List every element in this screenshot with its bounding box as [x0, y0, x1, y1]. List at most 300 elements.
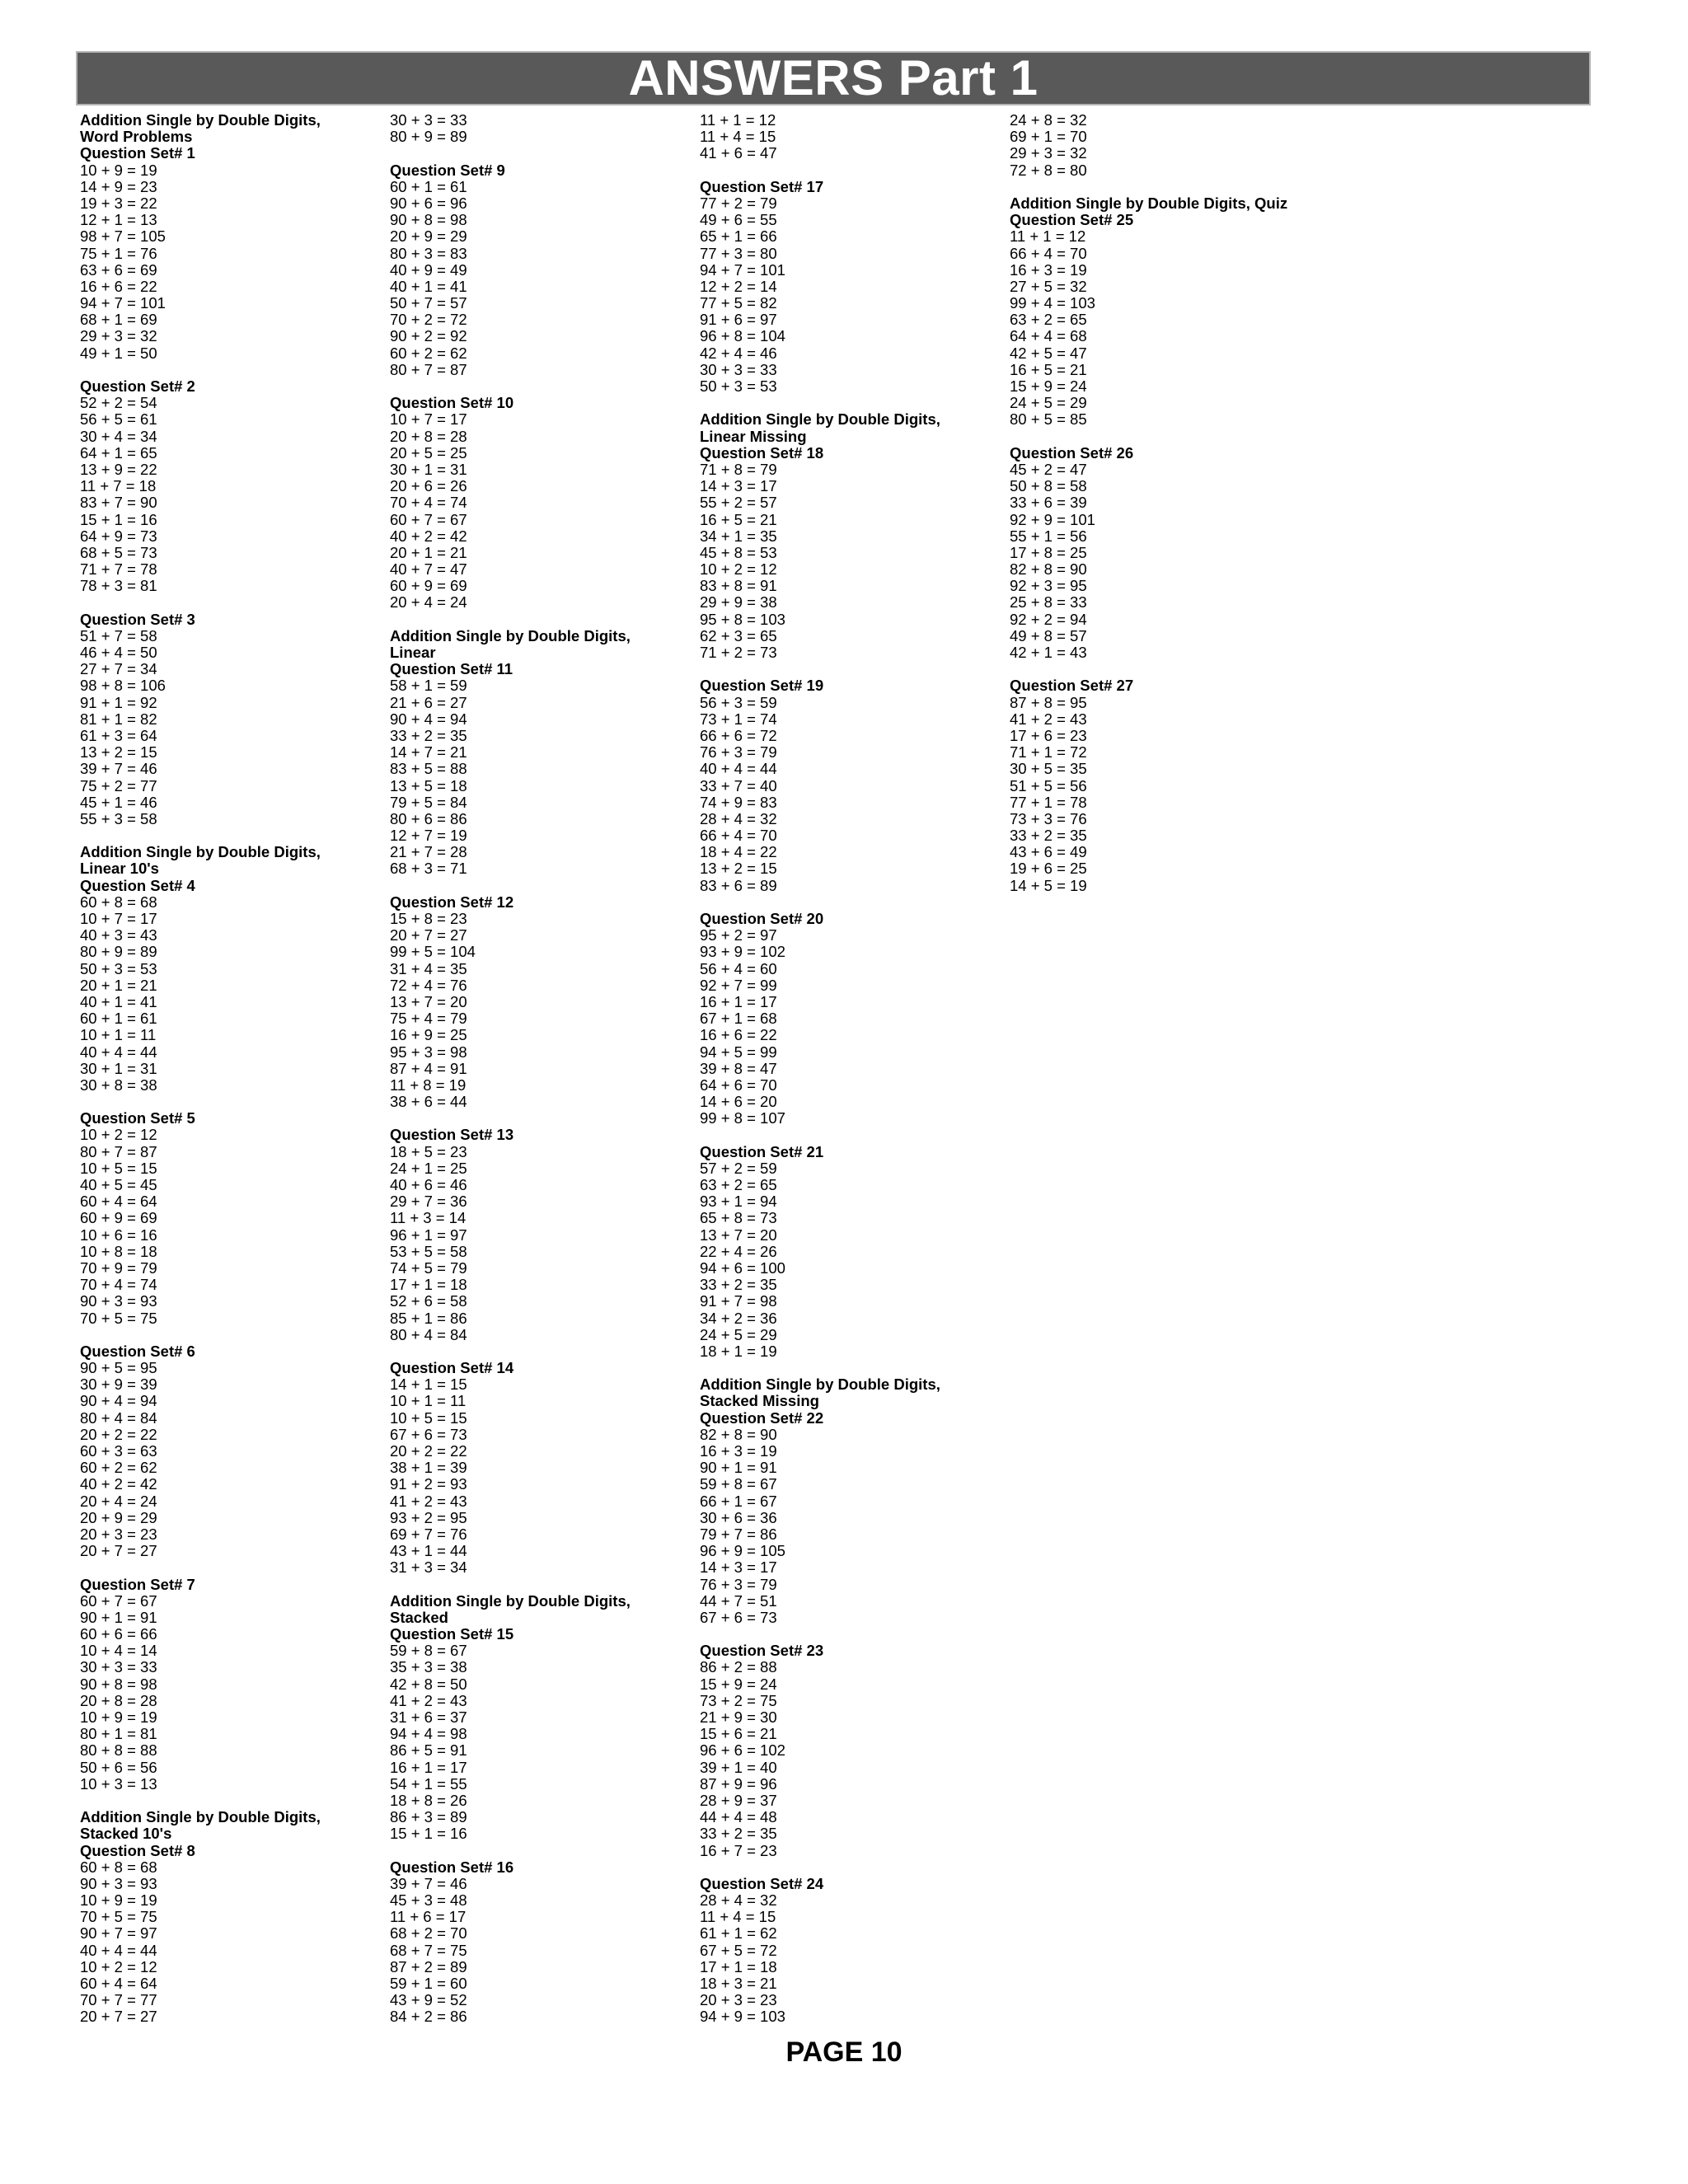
section-heading: Question Set# 23 — [700, 1642, 824, 1660]
answer-line: 94 + 7 = 101 — [80, 294, 166, 312]
answer-line: 10 + 2 = 12 — [80, 1126, 157, 1144]
section-heading: Question Set# 13 — [390, 1126, 514, 1144]
answer-line: 12 + 1 = 13 — [80, 211, 157, 229]
answer-line: 43 + 9 = 52 — [390, 1991, 467, 2009]
answer-line: 90 + 1 = 91 — [80, 1608, 157, 1626]
section-heading: Question Set# 1 — [80, 144, 195, 162]
answer-line: 60 + 9 = 69 — [390, 577, 467, 595]
answer-line: 35 + 3 = 38 — [390, 1658, 467, 1676]
answer-line: 98 + 7 = 105 — [80, 227, 166, 246]
answer-line: 40 + 5 = 45 — [80, 1176, 157, 1193]
answer-line: 20 + 1 = 21 — [390, 543, 467, 561]
answer-line: 20 + 9 = 29 — [80, 1508, 157, 1526]
section-spacer — [700, 162, 1005, 179]
answer-line: 50 + 8 = 58 — [1010, 477, 1087, 495]
answer-line: 28 + 9 = 37 — [700, 1791, 777, 1809]
section-heading: Question Set# 22 — [700, 1408, 824, 1427]
answer-line: 30 + 1 = 31 — [390, 460, 467, 478]
answer-line: 90 + 3 = 93 — [80, 1292, 157, 1310]
answer-line: 21 + 6 = 27 — [390, 693, 467, 711]
answer-line: 70 + 5 = 75 — [80, 1309, 157, 1327]
answer-line: 20 + 2 = 22 — [390, 1442, 467, 1460]
answer-line: 67 + 6 = 73 — [700, 1608, 777, 1626]
section-heading: Linear 10's — [80, 860, 159, 878]
answers-column-1 — [80, 112, 385, 2026]
answer-line: 90 + 6 = 96 — [390, 194, 467, 212]
answer-line: 10 + 7 = 17 — [390, 410, 467, 429]
answer-line: 83 + 7 = 90 — [80, 494, 157, 512]
answer-line: 10 + 7 = 17 — [80, 910, 157, 927]
answer-line: 80 + 7 = 87 — [80, 1142, 157, 1160]
answer-line: 58 + 1 = 59 — [390, 677, 467, 695]
answer-line: 94 + 4 = 98 — [390, 1725, 467, 1743]
section-spacer — [390, 145, 695, 162]
answer-line: 20 + 9 = 29 — [390, 227, 467, 246]
answer-line: 76 + 3 = 79 — [700, 1575, 777, 1593]
answer-line: 70 + 9 = 79 — [80, 1258, 157, 1277]
section-spacer — [390, 612, 695, 628]
answer-line: 61 + 1 = 62 — [700, 1924, 777, 1943]
answer-line: 95 + 8 = 103 — [700, 610, 785, 628]
answer-line: 10 + 9 = 19 — [80, 1891, 157, 1910]
answer-line: 20 + 7 = 27 — [80, 1542, 157, 1560]
question-set-block — [700, 677, 1005, 893]
answer-line: 90 + 4 = 94 — [390, 710, 467, 728]
answer-line: 69 + 7 = 76 — [390, 1525, 467, 1543]
section-heading: Linear Missing — [700, 427, 807, 445]
section-heading: Question Set# 5 — [80, 1109, 195, 1127]
answer-line: 21 + 9 = 30 — [700, 1708, 777, 1726]
answer-line: 10 + 1 = 11 — [80, 1026, 157, 1044]
answer-line: 68 + 3 = 71 — [390, 860, 467, 878]
answer-line: 40 + 2 = 42 — [80, 1475, 157, 1493]
answer-line: 40 + 4 = 44 — [80, 1941, 157, 1959]
answer-line: 50 + 7 = 57 — [390, 294, 467, 312]
answer-line: 60 + 8 = 68 — [80, 1858, 157, 1876]
answers-column-2 — [390, 112, 695, 2026]
answer-line: 15 + 8 = 23 — [390, 910, 467, 927]
answer-line: 60 + 7 = 67 — [390, 510, 467, 528]
section-heading: Question Set# 8 — [80, 1841, 195, 1859]
answer-line: 70 + 2 = 72 — [390, 311, 467, 329]
answer-line: 51 + 7 = 58 — [80, 626, 157, 644]
question-set-block — [80, 112, 385, 362]
answer-line: 60 + 4 = 64 — [80, 1975, 157, 1992]
question-set-block — [80, 1809, 385, 2025]
section-heading: Question Set# 26 — [1010, 443, 1134, 462]
answer-line: 87 + 2 = 89 — [390, 1957, 467, 1975]
answer-line: 20 + 4 = 24 — [390, 593, 467, 612]
section-spacer — [80, 1094, 385, 1110]
answer-line: 70 + 7 = 77 — [80, 1991, 157, 2009]
answer-line: 33 + 2 = 35 — [390, 726, 467, 744]
answer-line: 16 + 7 = 23 — [700, 1841, 777, 1859]
answer-line: 10 + 5 = 15 — [80, 1159, 157, 1177]
answer-line: 40 + 2 = 42 — [390, 527, 467, 545]
answer-line: 14 + 1 = 15 — [390, 1376, 467, 1394]
answer-line: 11 + 1 = 12 — [700, 111, 776, 129]
answer-line: 93 + 9 = 102 — [700, 943, 785, 961]
section-heading: Question Set# 4 — [80, 876, 195, 894]
answer-line: 33 + 2 = 35 — [700, 1825, 777, 1843]
answer-line: 92 + 2 = 94 — [1010, 610, 1087, 628]
section-heading: Stacked 10's — [80, 1825, 172, 1843]
answer-line: 55 + 2 = 57 — [700, 494, 777, 512]
answer-line: 60 + 8 = 68 — [80, 893, 157, 911]
answer-line: 52 + 2 = 54 — [80, 394, 157, 412]
question-set-block — [390, 1127, 695, 1343]
question-set-block — [390, 162, 695, 378]
answer-line: 22 + 4 = 26 — [700, 1242, 777, 1260]
answer-line: 60 + 3 = 63 — [80, 1442, 157, 1460]
answer-line: 50 + 3 = 53 — [700, 377, 777, 395]
section-heading: Addition Single by Double Digits, — [80, 1808, 321, 1826]
section-heading: Stacked — [390, 1608, 448, 1626]
answer-line: 64 + 1 = 65 — [80, 443, 157, 462]
answer-line: 14 + 9 = 23 — [80, 177, 157, 195]
question-set-block — [80, 1343, 385, 1559]
question-set-block — [390, 112, 695, 145]
answer-line: 83 + 6 = 89 — [700, 876, 777, 894]
answer-line: 41 + 2 = 43 — [1010, 710, 1087, 728]
section-spacer — [80, 1559, 385, 1576]
answer-line: 16 + 5 = 21 — [1010, 360, 1087, 378]
answer-line: 40 + 1 = 41 — [80, 992, 157, 1010]
answer-line: 14 + 5 = 19 — [1010, 876, 1087, 894]
question-set-block — [700, 911, 1005, 1127]
answer-line: 16 + 3 = 19 — [1010, 260, 1087, 279]
answer-line: 94 + 7 = 101 — [700, 260, 785, 279]
question-set-block — [700, 179, 1005, 395]
answer-line: 71 + 8 = 79 — [700, 460, 777, 478]
answer-line: 14 + 3 = 17 — [700, 477, 777, 495]
answer-line: 44 + 4 = 48 — [700, 1808, 777, 1826]
answer-line: 20 + 3 = 23 — [700, 1991, 777, 2009]
answer-line: 94 + 5 = 99 — [700, 1043, 777, 1061]
answer-line: 68 + 5 = 73 — [80, 543, 157, 561]
answer-line: 11 + 8 = 19 — [390, 1076, 467, 1094]
answer-line: 90 + 8 = 98 — [80, 1675, 157, 1693]
answer-line: 14 + 7 = 21 — [390, 743, 467, 762]
answer-line: 15 + 9 = 24 — [700, 1675, 777, 1693]
answer-line: 70 + 4 = 74 — [80, 1276, 157, 1294]
question-set-block — [700, 1376, 1005, 1626]
answer-line: 31 + 6 = 37 — [390, 1708, 467, 1726]
answer-line: 13 + 2 = 15 — [700, 860, 777, 878]
answer-line: 19 + 6 = 25 — [1010, 860, 1087, 878]
question-set-block — [390, 628, 695, 878]
question-set-block — [390, 1360, 695, 1576]
section-spacer — [390, 378, 695, 395]
answer-line: 84 + 2 = 86 — [390, 2008, 467, 2026]
answer-line: 14 + 3 = 17 — [700, 1558, 777, 1577]
answer-line: 59 + 8 = 67 — [700, 1475, 777, 1493]
answer-line: 64 + 6 = 70 — [700, 1076, 777, 1094]
answer-line: 77 + 5 = 82 — [700, 294, 777, 312]
section-heading: Question Set# 20 — [700, 910, 824, 927]
answer-line: 17 + 1 = 18 — [390, 1276, 467, 1294]
section-spacer — [80, 594, 385, 611]
answers-column-3 — [700, 112, 1005, 2026]
answer-line: 96 + 9 = 105 — [700, 1542, 785, 1560]
answer-line: 19 + 3 = 22 — [80, 194, 157, 212]
answer-line: 12 + 2 = 14 — [700, 277, 777, 295]
answer-line: 86 + 5 = 91 — [390, 1741, 467, 1760]
answer-line: 31 + 3 = 34 — [390, 1558, 467, 1577]
question-set-block — [390, 395, 695, 611]
answer-line: 73 + 1 = 74 — [700, 710, 777, 728]
answer-line: 10 + 8 = 18 — [80, 1242, 157, 1260]
answer-line: 18 + 3 = 21 — [700, 1975, 777, 1992]
answer-line: 95 + 2 = 97 — [700, 926, 777, 944]
section-spacer — [700, 1626, 1005, 1643]
answer-line: 40 + 4 = 44 — [700, 760, 777, 778]
answer-line: 10 + 5 = 15 — [390, 1408, 467, 1427]
answer-line: 13 + 7 = 20 — [390, 992, 467, 1010]
answer-line: 12 + 7 = 19 — [390, 827, 467, 845]
answer-line: 99 + 8 = 107 — [700, 1109, 785, 1127]
answer-line: 43 + 6 = 49 — [1010, 843, 1087, 861]
section-spacer — [1010, 179, 1315, 195]
answer-line: 31 + 4 = 35 — [390, 959, 467, 977]
answer-line: 87 + 4 = 91 — [390, 1059, 467, 1077]
answer-line: 59 + 1 = 60 — [390, 1975, 467, 1992]
answer-line: 86 + 3 = 89 — [390, 1808, 467, 1826]
section-spacer — [700, 894, 1005, 911]
answer-line: 90 + 1 = 91 — [700, 1459, 777, 1477]
answer-line: 10 + 2 = 12 — [80, 1957, 157, 1975]
question-set-block — [700, 411, 1005, 661]
answer-line: 49 + 6 = 55 — [700, 211, 777, 229]
answer-line: 20 + 8 = 28 — [390, 427, 467, 445]
answer-line: 77 + 1 = 78 — [1010, 793, 1087, 811]
section-heading: Question Set# 3 — [80, 610, 195, 628]
answer-line: 56 + 5 = 61 — [80, 410, 157, 429]
answer-line: 24 + 8 = 32 — [1010, 111, 1087, 129]
section-spacer — [700, 395, 1005, 411]
answer-line: 82 + 8 = 90 — [700, 1425, 777, 1443]
answer-line: 51 + 5 = 56 — [1010, 776, 1087, 794]
answer-line: 80 + 9 = 89 — [390, 128, 467, 146]
answer-line: 45 + 1 = 46 — [80, 793, 157, 811]
answer-line: 74 + 9 = 83 — [700, 793, 777, 811]
section-heading: Question Set# 27 — [1010, 677, 1134, 695]
answer-line: 80 + 7 = 87 — [390, 360, 467, 378]
answer-line: 33 + 6 = 39 — [1010, 494, 1087, 512]
answer-line: 82 + 8 = 90 — [1010, 560, 1087, 579]
answer-line: 90 + 8 = 98 — [390, 211, 467, 229]
answer-line: 15 + 1 = 16 — [390, 1825, 467, 1843]
answer-line: 30 + 3 = 33 — [80, 1658, 157, 1676]
answer-line: 42 + 5 = 47 — [1010, 344, 1087, 362]
answer-line: 71 + 2 = 73 — [700, 644, 777, 661]
answer-line: 77 + 2 = 79 — [700, 194, 777, 212]
answer-line: 43 + 1 = 44 — [390, 1542, 467, 1560]
answer-line: 16 + 5 = 21 — [700, 510, 777, 528]
section-spacer — [700, 1859, 1005, 1876]
answer-line: 53 + 5 = 58 — [390, 1242, 467, 1260]
answers-column-4 — [1010, 112, 1315, 894]
answer-line: 75 + 2 = 77 — [80, 776, 157, 794]
answer-line: 55 + 1 = 56 — [1010, 527, 1087, 545]
answer-line: 39 + 1 = 40 — [700, 1758, 777, 1776]
answer-line: 63 + 2 = 65 — [700, 1176, 777, 1193]
answer-line: 60 + 7 = 67 — [80, 1591, 157, 1610]
answer-line: 13 + 9 = 22 — [80, 460, 157, 478]
answer-line: 28 + 4 = 32 — [700, 1891, 777, 1910]
answer-line: 64 + 9 = 73 — [80, 527, 157, 545]
answer-line: 41 + 6 = 47 — [700, 144, 777, 162]
section-heading: Question Set# 18 — [700, 443, 824, 462]
answer-line: 40 + 3 = 43 — [80, 926, 157, 944]
answer-line: 20 + 5 = 25 — [390, 443, 467, 462]
answer-line: 66 + 6 = 72 — [700, 726, 777, 744]
answer-line: 10 + 9 = 19 — [80, 1708, 157, 1726]
answer-line: 68 + 1 = 69 — [80, 311, 157, 329]
answer-line: 60 + 2 = 62 — [80, 1459, 157, 1477]
answer-line: 79 + 7 = 86 — [700, 1525, 777, 1543]
answer-line: 10 + 1 = 11 — [390, 1392, 467, 1410]
section-spacer — [390, 1343, 695, 1360]
section-spacer — [80, 827, 385, 844]
question-set-block — [80, 1110, 385, 1326]
answer-line: 46 + 4 = 50 — [80, 644, 157, 661]
answer-line: 13 + 2 = 15 — [80, 743, 157, 762]
question-set-block — [80, 378, 385, 594]
section-heading: Addition Single by Double Digits, — [700, 1376, 940, 1394]
answer-line: 39 + 8 = 47 — [700, 1059, 777, 1077]
answer-line: 41 + 2 = 43 — [390, 1691, 467, 1709]
section-spacer — [700, 1360, 1005, 1376]
answer-line: 40 + 7 = 47 — [390, 560, 467, 579]
answer-line: 29 + 3 = 32 — [80, 327, 157, 345]
answer-line: 87 + 9 = 96 — [700, 1774, 777, 1793]
answer-line: 63 + 2 = 65 — [1010, 311, 1087, 329]
answer-line: 86 + 2 = 88 — [700, 1658, 777, 1676]
answer-line: 27 + 7 = 34 — [80, 660, 157, 678]
answer-line: 20 + 3 = 23 — [80, 1525, 157, 1543]
answer-line: 79 + 5 = 84 — [390, 793, 467, 811]
answer-line: 80 + 6 = 86 — [390, 809, 467, 827]
answer-line: 60 + 2 = 62 — [390, 344, 467, 362]
section-heading: Question Set# 11 — [390, 660, 513, 678]
answer-line: 71 + 1 = 72 — [1010, 743, 1087, 762]
section-heading: Question Set# 15 — [390, 1625, 514, 1643]
answer-line: 29 + 7 = 36 — [390, 1193, 467, 1211]
section-heading: Question Set# 9 — [390, 161, 505, 179]
question-set-block — [80, 612, 385, 827]
answer-line: 60 + 1 = 61 — [390, 177, 467, 195]
answer-line: 29 + 9 = 38 — [700, 593, 777, 612]
answer-line: 80 + 3 = 83 — [390, 244, 467, 262]
answer-line: 39 + 7 = 46 — [390, 1874, 467, 1892]
answer-line: 94 + 6 = 100 — [700, 1258, 785, 1277]
answer-line: 30 + 8 = 38 — [80, 1076, 157, 1094]
answer-line: 55 + 3 = 58 — [80, 809, 157, 827]
section-heading: Question Set# 21 — [700, 1142, 824, 1160]
section-heading: Addition Single by Double Digits, — [80, 111, 321, 129]
answer-line: 11 + 3 = 14 — [390, 1209, 467, 1227]
answer-line: 95 + 3 = 98 — [390, 1043, 467, 1061]
answer-line: 96 + 1 = 97 — [390, 1226, 467, 1244]
answer-line: 66 + 4 = 70 — [700, 827, 777, 845]
answer-line: 66 + 4 = 70 — [1010, 244, 1087, 262]
answer-line: 60 + 6 = 66 — [80, 1625, 157, 1643]
answer-line: 80 + 9 = 89 — [80, 943, 157, 961]
answer-line: 14 + 6 = 20 — [700, 1093, 777, 1111]
answer-line: 80 + 1 = 81 — [80, 1725, 157, 1743]
question-set-block — [390, 894, 695, 1110]
answer-line: 30 + 9 = 39 — [80, 1376, 157, 1394]
answer-line: 29 + 3 = 32 — [1010, 144, 1087, 162]
section-heading: Word Problems — [80, 128, 193, 146]
section-heading: Addition Single by Double Digits, — [80, 843, 321, 861]
answer-line: 71 + 7 = 78 — [80, 560, 157, 579]
answer-line: 59 + 8 = 67 — [390, 1642, 467, 1660]
answer-line: 20 + 6 = 26 — [390, 477, 467, 495]
answer-line: 80 + 8 = 88 — [80, 1741, 157, 1760]
answer-line: 11 + 4 = 15 — [700, 1908, 776, 1926]
answer-line: 45 + 8 = 53 — [700, 543, 777, 561]
answer-line: 11 + 1 = 12 — [1010, 227, 1086, 246]
answer-line: 56 + 4 = 60 — [700, 959, 777, 977]
answer-line: 11 + 6 = 17 — [390, 1908, 467, 1926]
answer-line: 34 + 1 = 35 — [700, 527, 777, 545]
section-heading: Question Set# 19 — [700, 677, 824, 695]
answer-line: 10 + 2 = 12 — [700, 560, 777, 579]
answer-line: 60 + 4 = 64 — [80, 1193, 157, 1211]
answer-line: 10 + 6 = 16 — [80, 1226, 157, 1244]
answer-line: 70 + 5 = 75 — [80, 1908, 157, 1926]
answer-line: 13 + 5 = 18 — [390, 776, 467, 794]
answer-line: 92 + 9 = 101 — [1010, 510, 1095, 528]
answer-line: 60 + 9 = 69 — [80, 1209, 157, 1227]
answer-line: 56 + 3 = 59 — [700, 693, 777, 711]
answer-line: 16 + 1 = 17 — [700, 992, 777, 1010]
answer-line: 16 + 3 = 19 — [700, 1442, 777, 1460]
answer-line: 18 + 8 = 26 — [390, 1791, 467, 1809]
question-set-block — [390, 1593, 695, 1843]
section-heading: Question Set# 16 — [390, 1858, 514, 1876]
answer-line: 64 + 4 = 68 — [1010, 327, 1087, 345]
answer-line: 73 + 2 = 75 — [700, 1691, 777, 1709]
answer-line: 45 + 3 = 48 — [390, 1891, 467, 1910]
question-set-block — [1010, 112, 1315, 179]
answer-line: 83 + 8 = 91 — [700, 577, 777, 595]
answer-line: 16 + 1 = 17 — [390, 1758, 467, 1776]
answer-line: 92 + 3 = 95 — [1010, 577, 1087, 595]
answer-line: 16 + 9 = 25 — [390, 1026, 467, 1044]
section-spacer — [390, 1110, 695, 1127]
answer-line: 38 + 1 = 39 — [390, 1459, 467, 1477]
section-heading: Question Set# 2 — [80, 377, 195, 395]
section-heading: Question Set# 12 — [390, 893, 514, 911]
answer-line: 45 + 2 = 47 — [1010, 460, 1087, 478]
answer-line: 24 + 5 = 29 — [1010, 394, 1087, 412]
section-spacer — [80, 1793, 385, 1809]
answer-line: 18 + 5 = 23 — [390, 1142, 467, 1160]
answer-line: 93 + 2 = 95 — [390, 1508, 467, 1526]
answer-line: 30 + 1 = 31 — [80, 1059, 157, 1077]
answer-line: 72 + 8 = 80 — [1010, 161, 1087, 179]
answer-line: 69 + 1 = 70 — [1010, 128, 1087, 146]
answer-line: 30 + 4 = 34 — [80, 427, 157, 445]
question-set-block — [80, 844, 385, 1094]
question-set-block — [390, 1859, 695, 2026]
answer-line: 16 + 6 = 22 — [80, 277, 157, 295]
section-heading: Addition Single by Double Digits, — [390, 1591, 631, 1610]
answer-line: 90 + 4 = 94 — [80, 1392, 157, 1410]
